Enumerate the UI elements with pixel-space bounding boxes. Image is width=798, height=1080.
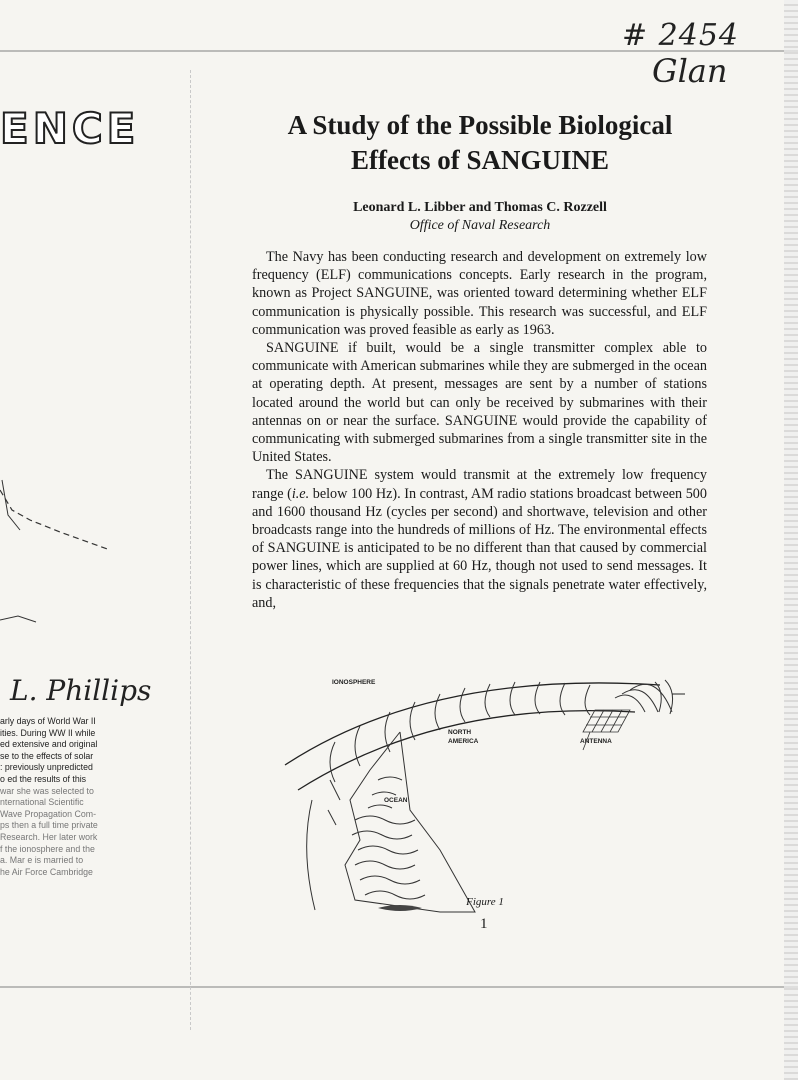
author-signature: L. Phillips [10,674,152,707]
ocean-region [307,732,475,912]
paragraph-3-part-a: The SANGUINE system would transmit at the extremely low frequency range ( [252,467,707,502]
left-line: arly days of World War II [0,716,96,726]
left-line: se to the effects of solar [0,750,94,761]
left-line: ps then a full time private [0,820,98,831]
label-north: NORTH [448,729,472,736]
left-line: war she was selected to [0,785,94,796]
handwritten-note: Glan [652,52,728,90]
label-antenna: ANTENNA [580,738,612,745]
ie-abbrev: i.e. [291,485,310,502]
right-scan-edge [784,0,798,1080]
paragraph-3 [252,466,707,612]
bottom-scan-edge [0,986,798,988]
figure-caption-wrap [0,896,798,908]
left-line: Research. Her later work [0,831,98,842]
left-page-sketch [0,470,130,630]
article-title [210,108,750,178]
title-line-2: Effects of SANGUINE [351,145,609,175]
page-fold [190,70,192,1030]
label-ocean: OCEAN [384,797,408,804]
left-line: o ed the results of this [0,773,87,784]
article-authors: Leonard L. Libber and Thomas C. Rozzell [353,200,607,215]
page-number: 1 [480,916,488,932]
article-body [252,248,707,612]
article-affiliation: Office of Naval Research [409,218,551,233]
figure-1-diagram [240,650,710,920]
left-page-heading: ENCE [0,104,140,153]
left-column-text [0,716,118,878]
left-line: nternational Scientific [0,797,84,808]
left-line: he Air Force Cambridge [0,866,93,877]
left-line: : previously unpredicted [0,762,93,773]
figure-caption: Figure 1 [466,896,504,908]
title-line-1: A Study of the Possible Biological [287,110,673,140]
left-line: a. Mar e is married to [0,855,84,866]
left-line: f the ionosphere and the [0,843,95,854]
label-america: AMERICA [448,738,479,745]
left-line: ed extensive and original [0,739,98,750]
paragraph-1: The Navy has been conducting research and development on extremely low frequency (ELF) communications concepts. Early research in the program, known as Project SANGUINE, was oriented toward determining whether ELF communication is physically possible. This research was successful, and ELF communication was proved feasible as early as 1963. [252,249,707,338]
left-line: ities. During WW II while [0,727,96,738]
paragraph-2: SANGUINE if built, would be a single transmitter complex able to communicate with American submarines while they are submerged in the ocean at operating depth. At present, messages are sent by a number of stations located around the world but can only be received by submarines with their antennas on or near the surface. SANGUINE would provide the capability of communicating with submerged submarines from a single transmitter site in the United States. [252,340,707,466]
left-line: Wave Propagation Com- [0,808,96,819]
handwritten-number: # 2454 [622,18,740,53]
label-ionosphere: IONOSPHERE [332,679,376,686]
paragraph-3-part-b: below 100 Hz). In contrast, AM radio stations broadcast between 500 and 1600 thousand Hz (cycles per second) and shortwave, television and other broadcasts range into the hundreds of millions of Hz. The environmental effects of SANGUINE is anticipated to be no different than that caused by commercial power lines, which are supplied at 60 Hz, though not used to send messages. It is characteristic of these frequencies that the signals penetrate water effectively, and, [252,485,707,611]
